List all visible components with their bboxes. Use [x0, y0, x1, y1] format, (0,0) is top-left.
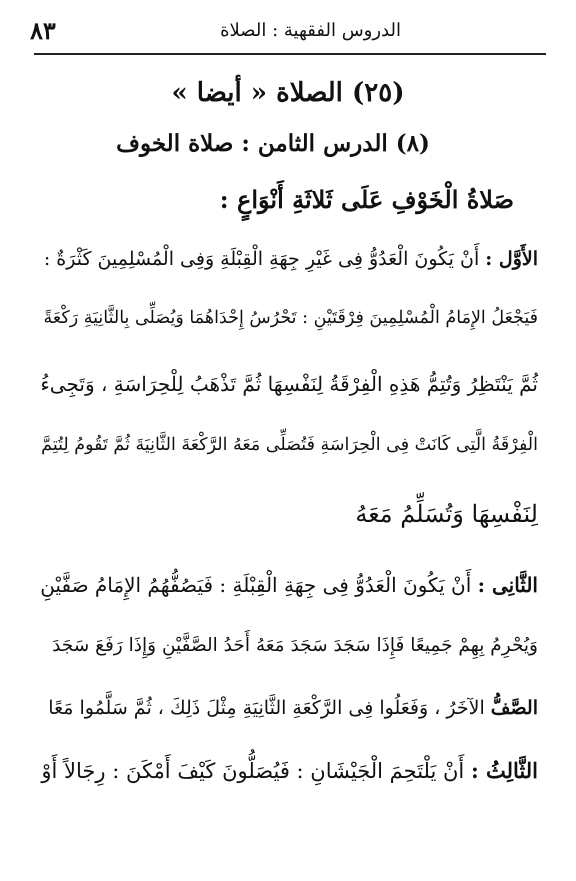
- body-line-7: [40, 573, 538, 597]
- header-title: الدروس الفقهية : الصلاة: [220, 19, 401, 41]
- body-line-5: الْفِرْقَةُ الَّتِى كَانَتْ فِى الْحِرَاسَةِ فَتُصَلِّى مَعَهُ الرَّكْعَةَ الثَّانِيَةَ ثُمَّ تَقُومُ لِتُتِمَّ: [41, 435, 538, 455]
- second-type-label: الثَّانِى :: [477, 573, 538, 597]
- page-number: ٨٣: [30, 15, 56, 45]
- body-line-9-text: الآخَرُ ، وَفَعَلُوا فِى الرَّكْعَةِ الثَّانِيَةِ مِثْلَ ذَلِكَ ، ثُمَّ سَلَّمُوا مَعًا: [48, 697, 491, 719]
- body-line-10-text: أَنْ يَلْتَحِمَ الْجَيْشَانِ : فَيُصَلُّونَ كَيْفَ أَمْكَنَ : رِجَالاً أَوْ: [41, 759, 471, 783]
- body-line-8: وَيُحْرِمُ بِهِمْ جَمِيعًا فَإِذَا سَجَدَ سَجَدَ مَعَهُ أَحَدُ الصَّفَّيْنِ وَإِذَا رَفَعَ سَجَدَ: [52, 635, 538, 656]
- body-line-4: ثُمَّ يَنْتَظِرُ وَتُتِمُّ هَذِهِ الْفِرْقَةُ لِنَفْسِهَا ثُمَّ تَذْهَبُ لِلْحِرَاسَةِ ، وَتَجِىءُ: [40, 372, 538, 396]
- lesson-title: (٢٥) الصلاة « أيضا »: [171, 78, 405, 108]
- body-line-6: لِنَفْسِهَا وَتُسَلِّمُ مَعَهُ: [355, 500, 538, 528]
- body-line-2-text: أَنْ يَكُونَ الْعَدُوُّ فِى غَيْرِ جِهَةِ الْقِبْلَةِ وَفِى الْمُسْلِمِينَ كَثْرَةٌ :: [43, 248, 486, 270]
- body-line-9-lead: الصَّفُّ: [490, 697, 538, 719]
- third-type-label: الثَّالِثُ :: [470, 758, 538, 783]
- header-divider: [34, 53, 546, 55]
- first-type-label: الأَوَّل :: [485, 248, 538, 270]
- body-line-1: صَلاةُ الْخَوْفِ عَلَى ثَلاثَةِ أَنْوَاعٍ :: [219, 185, 514, 214]
- body-line-2: [40, 248, 538, 271]
- lesson-subtitle: (٨) الدرس الثامن : صلاة الخوف: [116, 130, 430, 157]
- body-line-10: [40, 758, 538, 784]
- running-header: [30, 10, 551, 50]
- body-line-9: [40, 697, 538, 720]
- body-line-7-text: أَنْ يَكُونَ الْعَدُوُّ فِى جِهَةِ الْقِبْلَةِ : فَيَصُفُّهُمُ الإِمَامُ صَفَّيْنِ: [40, 573, 478, 597]
- body-line-3: فَيَجْعَلُ الإِمَامُ الْمُسْلِمِينَ فِرْقَتَيْنِ : تَحْرُسُ إِحْدَاهُمَا وَيُصَلِّى بِالثَّانِيَةِ رَكْعَةً: [43, 308, 538, 328]
